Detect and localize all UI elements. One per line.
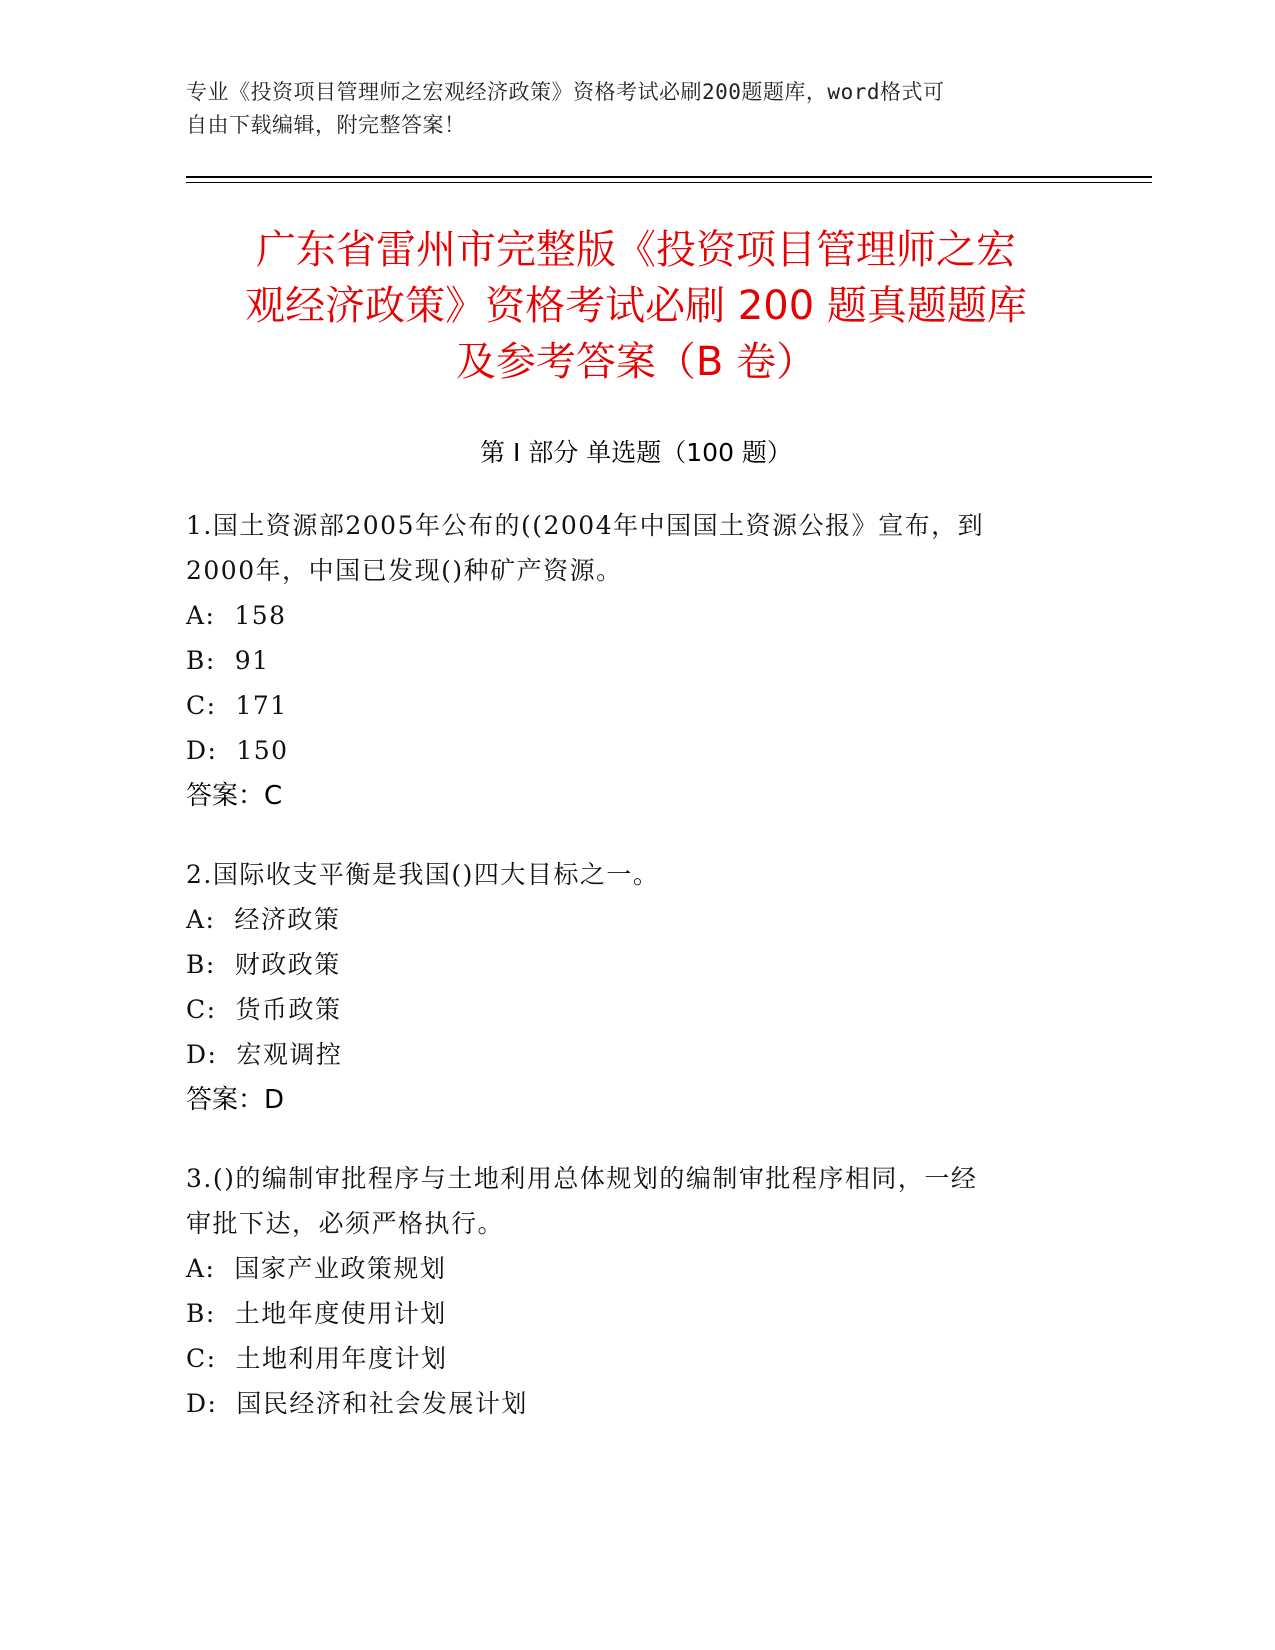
question-2-answer: 答案：D bbox=[186, 1085, 285, 1115]
question-1 bbox=[186, 503, 1066, 819]
document-title-line-3: 及参考答案（B 卷） bbox=[455, 339, 817, 385]
question-3 bbox=[186, 1156, 1066, 1426]
question-1-answer: 答案：C bbox=[186, 781, 283, 811]
header-divider-thin bbox=[186, 182, 1152, 183]
document-title-line-1: 广东省雷州市完整版《投资项目管理师之宏 bbox=[256, 227, 1016, 273]
question-2-option-c: C: 货币政策 bbox=[186, 995, 342, 1024]
question-3-option-c: C: 土地利用年度计划 bbox=[186, 1344, 448, 1373]
question-1-stem-line-1: 1.国土资源部2005年公布的((2004年中国国土资源公报》宣布，到 bbox=[186, 511, 985, 540]
question-3-option-a: A: 国家产业政策规划 bbox=[186, 1254, 447, 1283]
question-1-option-a: A: 158 bbox=[186, 601, 287, 630]
question-3-option-d: D: 国民经济和社会发展计划 bbox=[186, 1389, 528, 1418]
question-1-option-d: D: 150 bbox=[186, 736, 289, 765]
question-1-option-b: B: 91 bbox=[186, 646, 270, 675]
question-3-option-b: B: 土地年度使用计划 bbox=[186, 1299, 447, 1328]
header-divider-thick bbox=[186, 176, 1152, 178]
question-3-stem-line-2: 审批下达，必须严格执行。 bbox=[186, 1209, 505, 1238]
header-note-line-2: 自由下载编辑，附完整答案！ bbox=[186, 113, 466, 137]
question-1-option-c: C: 171 bbox=[186, 691, 288, 720]
section-heading: 第 I 部分 单选题（100 题） bbox=[480, 438, 792, 467]
header-note-line-1: 专业《投资项目管理师之宏观经济政策》资格考试必刷200题题库，word格式可 bbox=[186, 80, 945, 104]
question-2-option-a: A: 经济政策 bbox=[186, 905, 341, 934]
document-title-line-2: 观经济政策》资格考试必刷 200 题真题题库 bbox=[245, 283, 1027, 329]
question-2-option-d: D: 宏观调控 bbox=[186, 1040, 343, 1069]
question-2-option-b: B: 财政政策 bbox=[186, 950, 341, 979]
question-1-stem-line-2: 2000年，中国已发现()种矿产资源。 bbox=[186, 556, 623, 585]
document-title bbox=[186, 222, 1086, 390]
question-2-stem-line-1: 2.国际收支平衡是我国()四大目标之一。 bbox=[186, 860, 660, 889]
question-2 bbox=[186, 852, 1066, 1123]
header-note bbox=[186, 76, 1066, 142]
question-3-stem-line-1: 3.()的编制审批程序与土地利用总体规划的编制审批程序相同，一经 bbox=[186, 1164, 978, 1193]
